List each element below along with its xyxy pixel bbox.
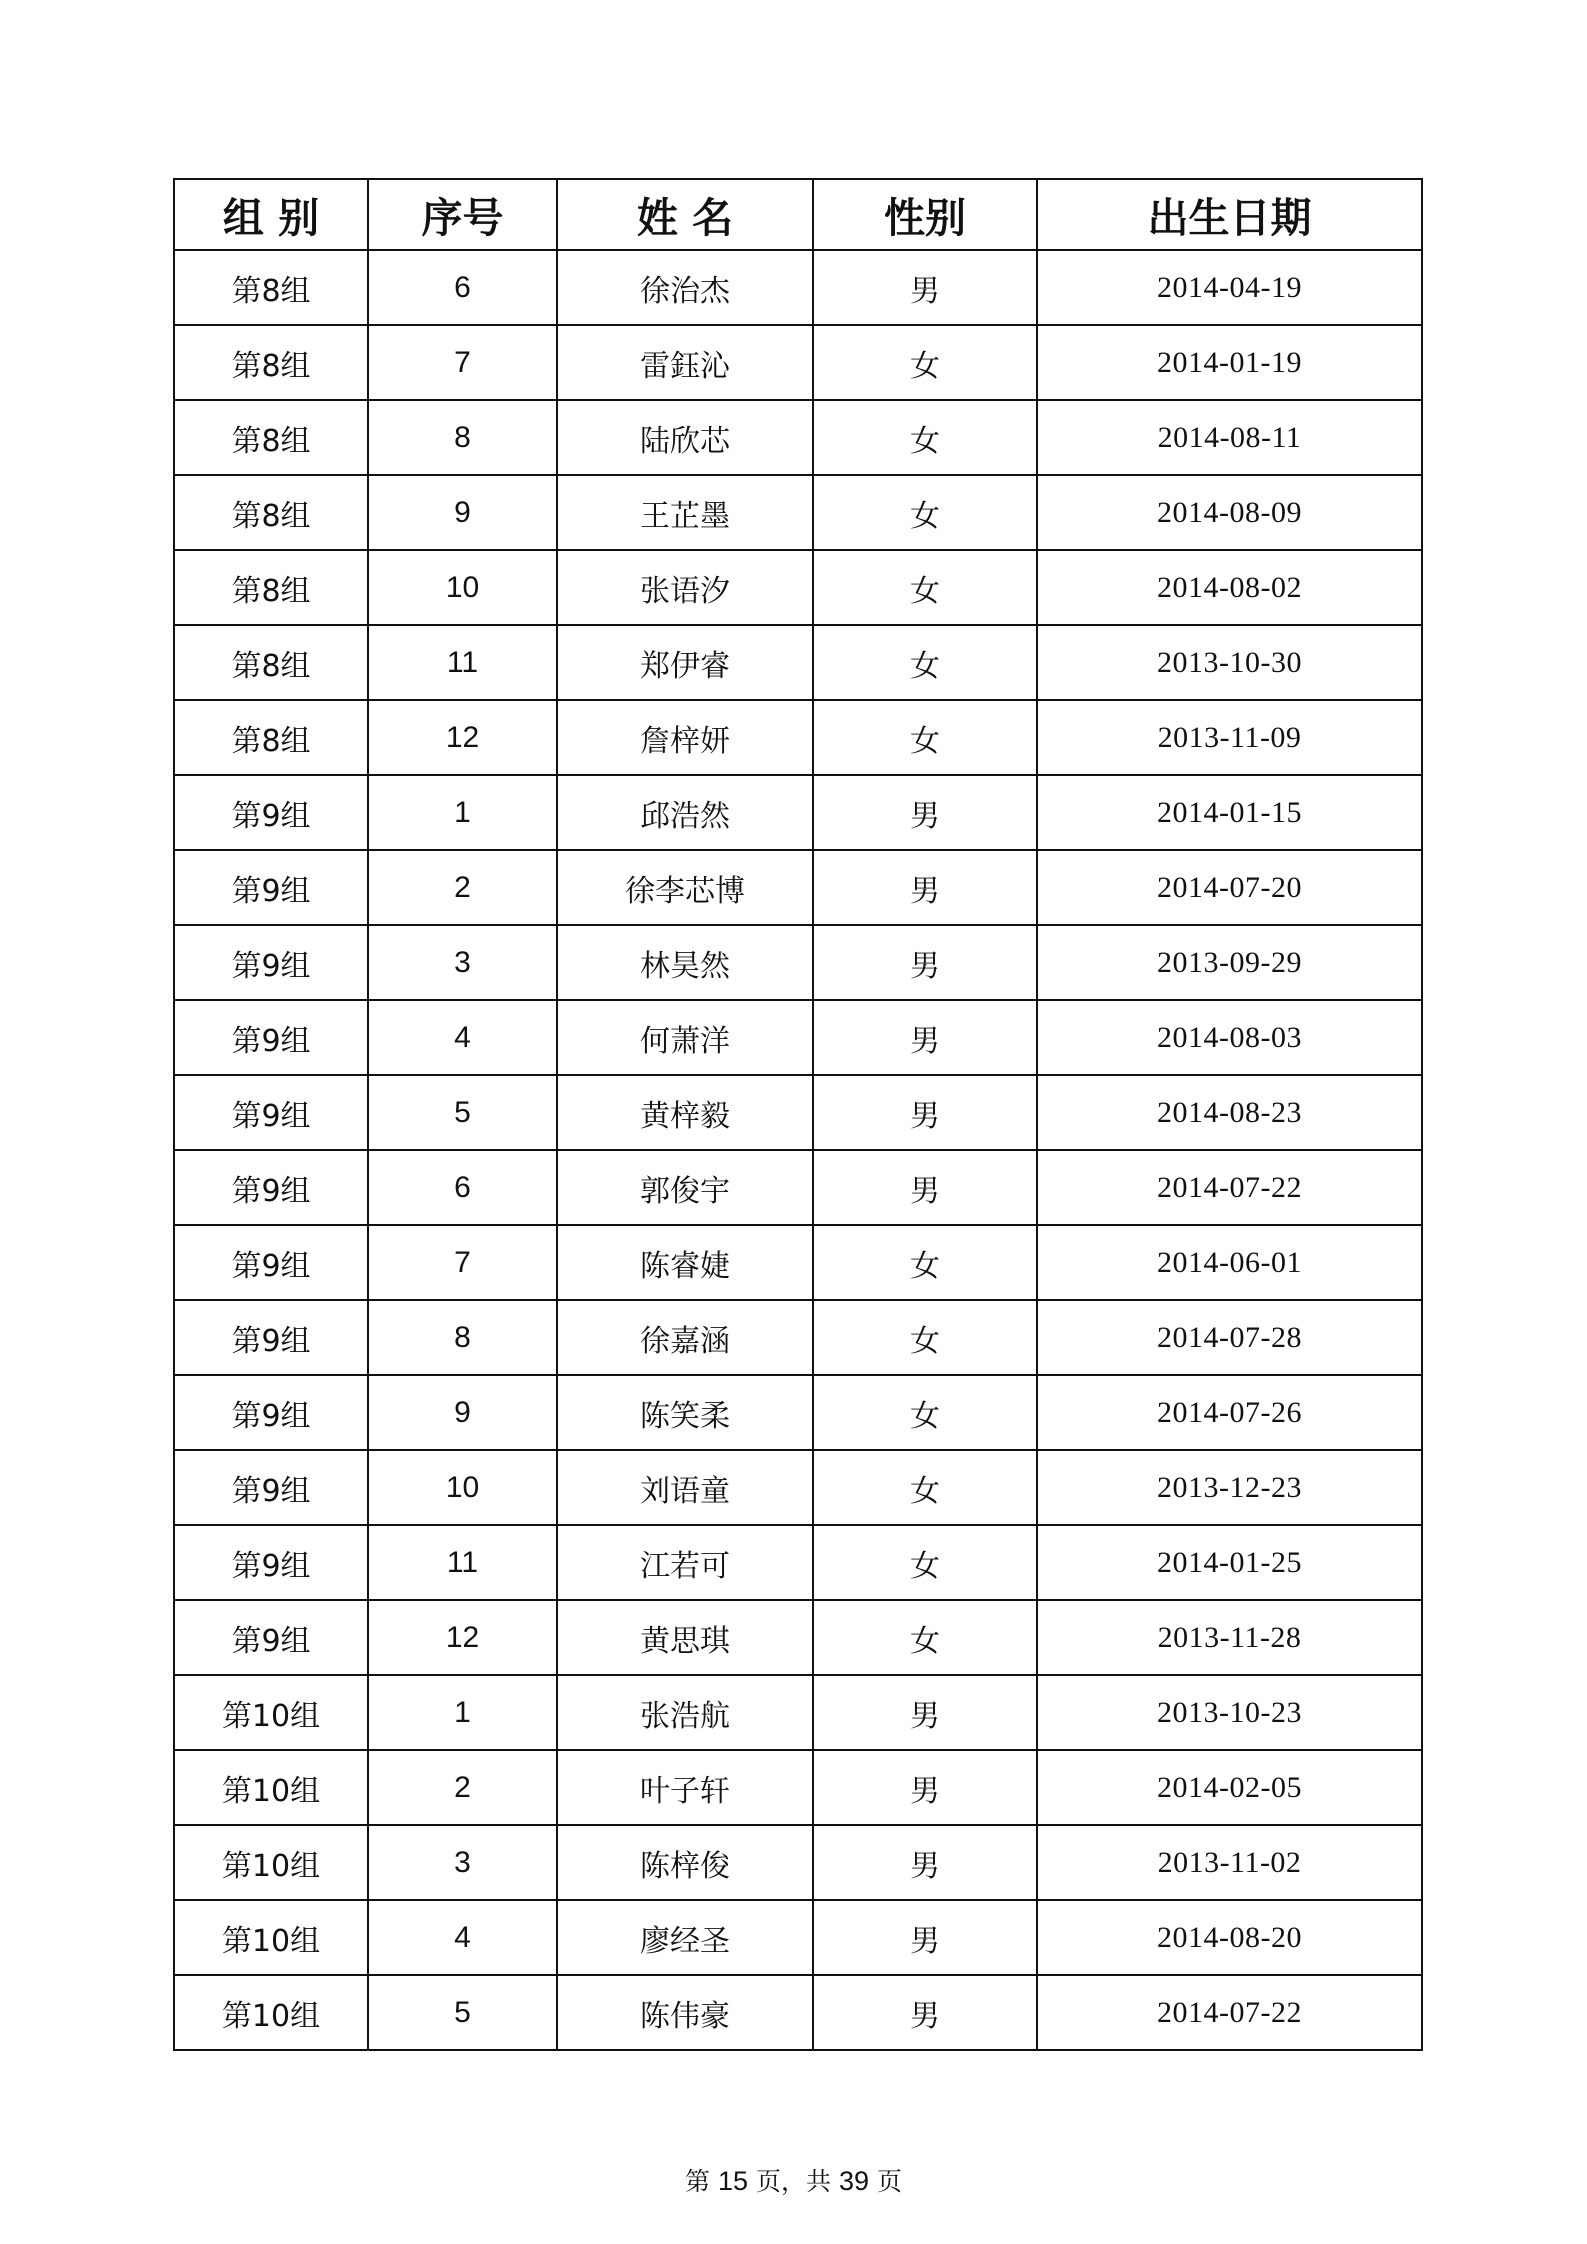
- cell-gender: 女: [813, 1450, 1037, 1525]
- cell-name: 林昊然: [557, 925, 813, 1000]
- table-row: [174, 400, 1422, 475]
- cell-birthdate: 2014-07-28: [1037, 1300, 1422, 1375]
- header-name: 姓 名: [557, 179, 813, 250]
- cell-name: 郭俊宇: [557, 1150, 813, 1225]
- cell-birthdate: 2014-07-22: [1037, 1150, 1422, 1225]
- cell-name: 徐治杰: [557, 250, 813, 325]
- table-row: [174, 550, 1422, 625]
- table-row: [174, 1525, 1422, 1600]
- cell-birthdate: 2013-10-23: [1037, 1675, 1422, 1750]
- table-row: [174, 1225, 1422, 1300]
- cell-birthdate: 2014-02-05: [1037, 1750, 1422, 1825]
- cell-name: 何萧洋: [557, 1000, 813, 1075]
- cell-name: 刘语童: [557, 1450, 813, 1525]
- footer-middle: 页，共: [748, 2167, 839, 2196]
- cell-name: 陈睿婕: [557, 1225, 813, 1300]
- cell-index: 4: [368, 1900, 557, 1975]
- cell-index: 6: [368, 250, 557, 325]
- cell-gender: 女: [813, 550, 1037, 625]
- cell-group: 第8组: [174, 550, 368, 625]
- header-birthdate: 出生日期: [1037, 179, 1422, 250]
- cell-index: 3: [368, 1825, 557, 1900]
- table-row: [174, 250, 1422, 325]
- cell-name: 王芷墨: [557, 475, 813, 550]
- cell-group: 第9组: [174, 1000, 368, 1075]
- cell-index: 12: [368, 700, 557, 775]
- table-row: [174, 625, 1422, 700]
- cell-birthdate: 2013-11-28: [1037, 1600, 1422, 1675]
- cell-birthdate: 2014-08-09: [1037, 475, 1422, 550]
- cell-index: 1: [368, 1675, 557, 1750]
- table-row: [174, 1075, 1422, 1150]
- cell-name: 黄思琪: [557, 1600, 813, 1675]
- table-row: [174, 1600, 1422, 1675]
- table-row: [174, 475, 1422, 550]
- table-row: [174, 1375, 1422, 1450]
- cell-index: 11: [368, 1525, 557, 1600]
- cell-birthdate: 2014-01-15: [1037, 775, 1422, 850]
- cell-index: 1: [368, 775, 557, 850]
- header-row: [174, 179, 1422, 250]
- table-row: [174, 1150, 1422, 1225]
- cell-group: 第10组: [174, 1825, 368, 1900]
- cell-name: 叶子轩: [557, 1750, 813, 1825]
- cell-gender: 女: [813, 1300, 1037, 1375]
- cell-gender: 女: [813, 475, 1037, 550]
- cell-name: 邱浩然: [557, 775, 813, 850]
- cell-birthdate: 2014-08-02: [1037, 550, 1422, 625]
- cell-name: 郑伊睿: [557, 625, 813, 700]
- cell-birthdate: 2013-09-29: [1037, 925, 1422, 1000]
- cell-group: 第9组: [174, 1525, 368, 1600]
- cell-group: 第9组: [174, 1600, 368, 1675]
- cell-index: 10: [368, 550, 557, 625]
- cell-gender: 男: [813, 925, 1037, 1000]
- cell-gender: 女: [813, 1600, 1037, 1675]
- cell-name: 张语汐: [557, 550, 813, 625]
- table-row: [174, 1675, 1422, 1750]
- cell-birthdate: 2014-01-19: [1037, 325, 1422, 400]
- cell-name: 徐嘉涵: [557, 1300, 813, 1375]
- cell-name: 江若可: [557, 1525, 813, 1600]
- cell-birthdate: 2014-08-11: [1037, 400, 1422, 475]
- cell-birthdate: 2013-12-23: [1037, 1450, 1422, 1525]
- cell-group: 第10组: [174, 1900, 368, 1975]
- cell-name: 张浩航: [557, 1675, 813, 1750]
- cell-gender: 女: [813, 1225, 1037, 1300]
- cell-birthdate: 2013-11-02: [1037, 1825, 1422, 1900]
- cell-group: 第9组: [174, 775, 368, 850]
- cell-group: 第9组: [174, 925, 368, 1000]
- cell-index: 7: [368, 1225, 557, 1300]
- cell-group: 第8组: [174, 325, 368, 400]
- page-footer: [0, 2162, 1587, 2198]
- cell-index: 12: [368, 1600, 557, 1675]
- cell-birthdate: 2014-08-20: [1037, 1900, 1422, 1975]
- cell-group: 第8组: [174, 475, 368, 550]
- cell-gender: 男: [813, 1825, 1037, 1900]
- cell-group: 第8组: [174, 625, 368, 700]
- roster-table: [173, 178, 1423, 2051]
- table-row: [174, 1450, 1422, 1525]
- cell-gender: 女: [813, 1375, 1037, 1450]
- cell-birthdate: 2014-07-26: [1037, 1375, 1422, 1450]
- cell-name: 陈梓俊: [557, 1825, 813, 1900]
- table-row: [174, 1900, 1422, 1975]
- cell-index: 9: [368, 1375, 557, 1450]
- table-row: [174, 775, 1422, 850]
- cell-group: 第9组: [174, 1375, 368, 1450]
- cell-birthdate: 2014-07-20: [1037, 850, 1422, 925]
- cell-index: 8: [368, 1300, 557, 1375]
- cell-index: 6: [368, 1150, 557, 1225]
- cell-birthdate: 2013-10-30: [1037, 625, 1422, 700]
- cell-name: 陈笑柔: [557, 1375, 813, 1450]
- cell-gender: 女: [813, 325, 1037, 400]
- cell-index: 5: [368, 1075, 557, 1150]
- cell-name: 徐李芯博: [557, 850, 813, 925]
- cell-gender: 女: [813, 700, 1037, 775]
- cell-gender: 男: [813, 775, 1037, 850]
- header-gender: 性别: [813, 179, 1037, 250]
- cell-birthdate: 2014-06-01: [1037, 1225, 1422, 1300]
- cell-group: 第8组: [174, 700, 368, 775]
- cell-group: 第8组: [174, 400, 368, 475]
- cell-group: 第9组: [174, 1225, 368, 1300]
- cell-index: 3: [368, 925, 557, 1000]
- cell-birthdate: 2014-08-03: [1037, 1000, 1422, 1075]
- cell-gender: 男: [813, 850, 1037, 925]
- cell-index: 10: [368, 1450, 557, 1525]
- cell-group: 第9组: [174, 1150, 368, 1225]
- cell-name: 陈伟豪: [557, 1975, 813, 2050]
- cell-name: 雷鈺沁: [557, 325, 813, 400]
- cell-index: 9: [368, 475, 557, 550]
- cell-group: 第10组: [174, 1750, 368, 1825]
- table-row: [174, 1000, 1422, 1075]
- cell-index: 7: [368, 325, 557, 400]
- current-page-number: 15: [718, 2166, 749, 2196]
- cell-index: 8: [368, 400, 557, 475]
- footer-prefix: 第: [685, 2167, 718, 2196]
- cell-group: 第9组: [174, 1075, 368, 1150]
- cell-index: 4: [368, 1000, 557, 1075]
- cell-gender: 男: [813, 1975, 1037, 2050]
- total-page-number: 39: [838, 2166, 869, 2196]
- cell-gender: 女: [813, 400, 1037, 475]
- cell-name: 詹梓妍: [557, 700, 813, 775]
- cell-birthdate: 2014-01-25: [1037, 1525, 1422, 1600]
- cell-gender: 女: [813, 1525, 1037, 1600]
- table-row: [174, 1825, 1422, 1900]
- cell-group: 第9组: [174, 1450, 368, 1525]
- cell-birthdate: 2013-11-09: [1037, 700, 1422, 775]
- table-row: [174, 325, 1422, 400]
- cell-group: 第8组: [174, 250, 368, 325]
- cell-index: 2: [368, 850, 557, 925]
- table-header: [174, 179, 1422, 250]
- cell-index: 5: [368, 1975, 557, 2050]
- cell-gender: 男: [813, 1075, 1037, 1150]
- cell-group: 第10组: [174, 1975, 368, 2050]
- table-row: [174, 1975, 1422, 2050]
- cell-group: 第9组: [174, 1300, 368, 1375]
- cell-gender: 女: [813, 625, 1037, 700]
- header-index: 序号: [368, 179, 557, 250]
- cell-gender: 男: [813, 250, 1037, 325]
- cell-gender: 男: [813, 1900, 1037, 1975]
- cell-birthdate: 2014-04-19: [1037, 250, 1422, 325]
- cell-name: 陆欣芯: [557, 400, 813, 475]
- table-body: [174, 250, 1422, 2050]
- cell-gender: 男: [813, 1000, 1037, 1075]
- table-row: [174, 1750, 1422, 1825]
- cell-gender: 男: [813, 1675, 1037, 1750]
- cell-birthdate: 2014-07-22: [1037, 1975, 1422, 2050]
- table-row: [174, 850, 1422, 925]
- cell-index: 11: [368, 625, 557, 700]
- cell-gender: 男: [813, 1750, 1037, 1825]
- cell-group: 第9组: [174, 850, 368, 925]
- cell-name: 廖经圣: [557, 1900, 813, 1975]
- table-row: [174, 925, 1422, 1000]
- cell-index: 2: [368, 1750, 557, 1825]
- table-row: [174, 700, 1422, 775]
- cell-name: 黄梓毅: [557, 1075, 813, 1150]
- cell-group: 第10组: [174, 1675, 368, 1750]
- cell-gender: 男: [813, 1150, 1037, 1225]
- table-row: [174, 1300, 1422, 1375]
- footer-suffix: 页: [869, 2167, 902, 2196]
- cell-birthdate: 2014-08-23: [1037, 1075, 1422, 1150]
- header-group: 组 别: [174, 179, 368, 250]
